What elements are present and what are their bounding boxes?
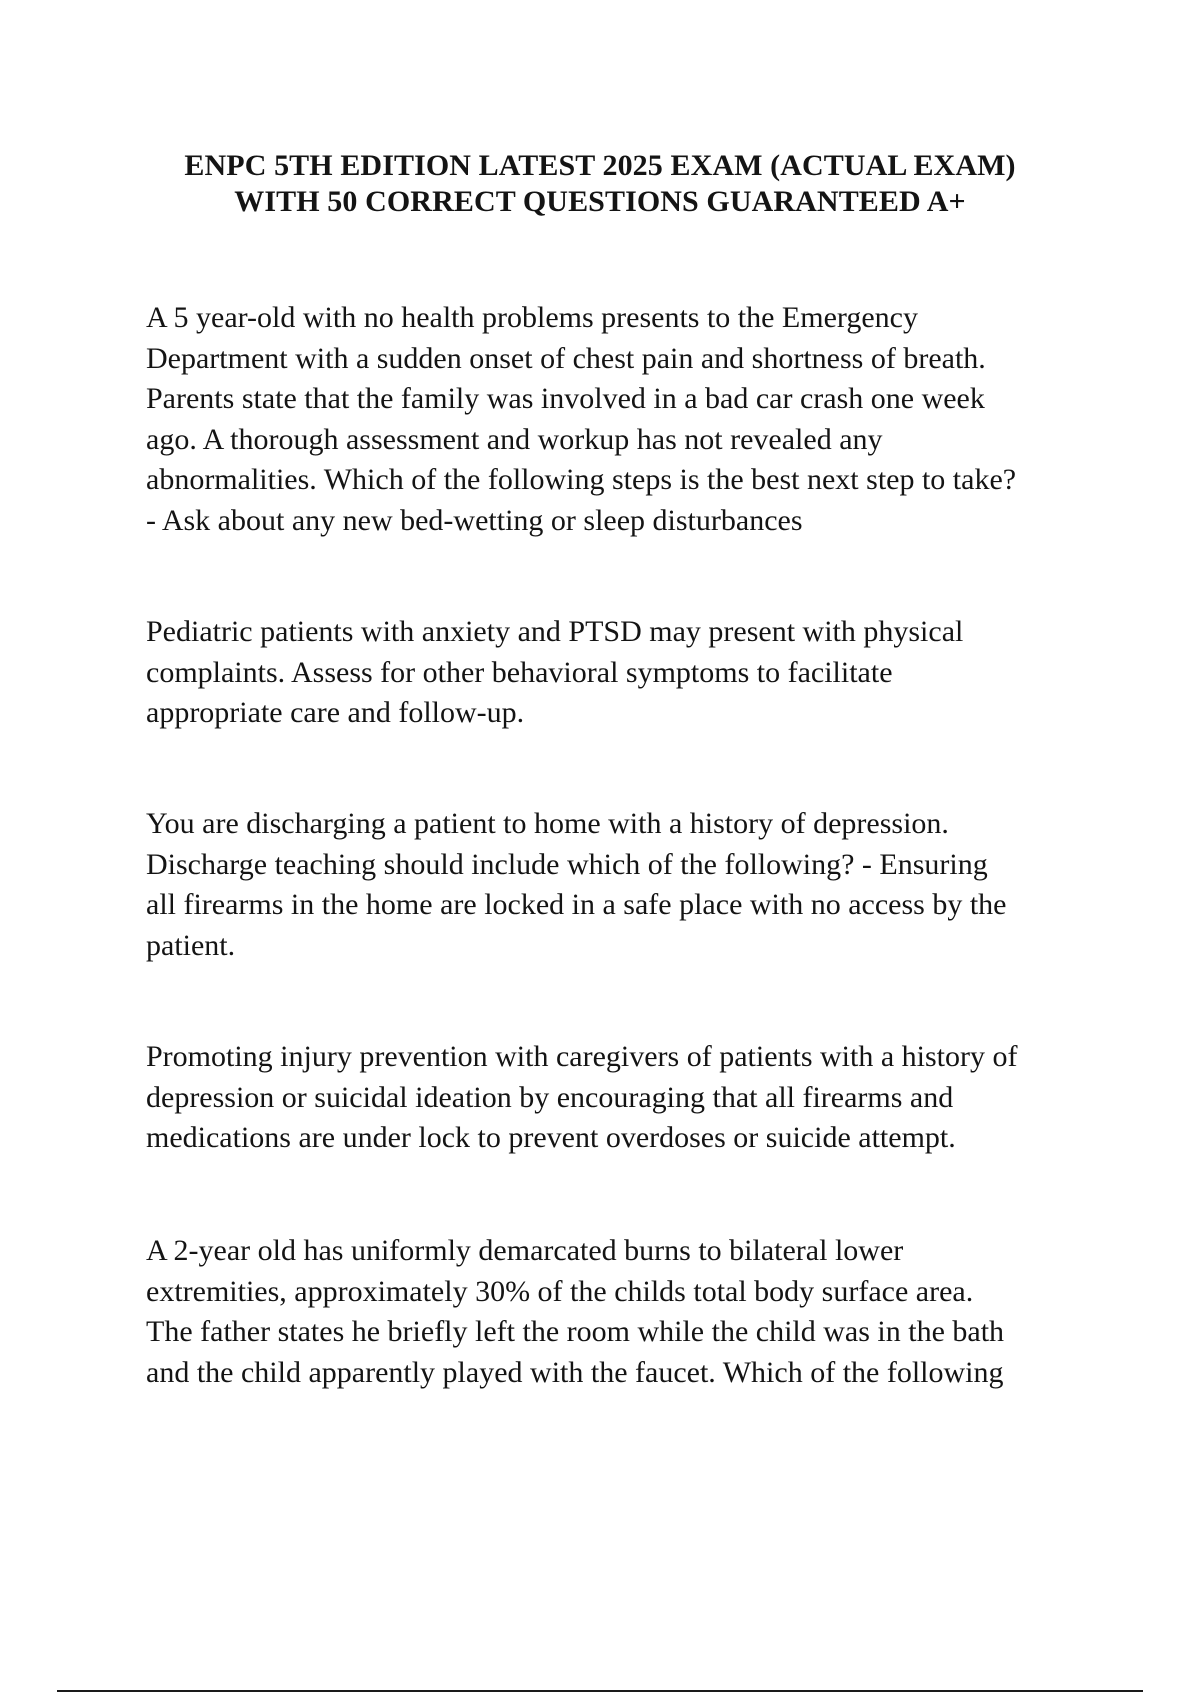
title-line: ENPC 5TH EDITION LATEST 2025 EXAM (ACTUAL EXAM) (184, 149, 1016, 182)
text-line: ago. A thorough assessment and workup has not revealed any (146, 422, 883, 456)
question-block-3 (146, 1231, 1106, 1393)
text-line: all firearms in the home are locked in a safe place with no access by the (146, 888, 1007, 921)
text-line: medications are under lock to prevent overdoses or suicide attempt. (146, 1121, 956, 1154)
text-line: complaints. Assess for other behavioral symptoms to facilitate (146, 655, 893, 689)
text-line: You are discharging a patient to home with a history of depression. (146, 807, 949, 840)
question-block-1 (146, 298, 1106, 541)
title-line: WITH 50 CORRECT QUESTIONS GUARANTEED A+ (234, 185, 966, 218)
text-line: extremities, approximately 30% of the childs total body surface area. (146, 1274, 974, 1308)
text-line: A 2-year old has uniformly demarcated burns to bilateral lower (146, 1234, 904, 1267)
text-line: A 5 year-old with no health problems presents to the Emergency (146, 301, 918, 334)
explanation-block-1 (146, 612, 1106, 734)
page-bottom-rule (57, 1690, 1143, 1692)
text-line: The father states he briefly left the room while the child was in the bath (146, 1315, 1005, 1348)
text-line: depression or suicidal ideation by encouraging that all firearms and (146, 1080, 954, 1114)
text-line: Promoting injury prevention with caregivers of patients with a history of (146, 1040, 1018, 1073)
text-line: appropriate care and follow-up. (146, 696, 525, 729)
text-line: and the child apparently played with the faucet. Which of the following (146, 1355, 1004, 1389)
question-block-2 (146, 804, 1106, 966)
text-line: - Ask about any new bed-wetting or sleep disturbances (146, 503, 803, 537)
text-line: Discharge teaching should include which of the following? - Ensuring (146, 847, 988, 881)
text-line: Parents state that the family was involved in a bad car crash one week (146, 382, 985, 415)
text-line: Department with a sudden onset of chest pain and shortness of breath. (146, 341, 986, 375)
document-title (100, 148, 1100, 220)
text-line: abnormalities. Which of the following steps is the best next step to take? (146, 463, 1017, 496)
explanation-block-2 (146, 1037, 1106, 1159)
text-line: Pediatric patients with anxiety and PTSD may present with physical (146, 615, 964, 648)
text-line: patient. (146, 928, 236, 962)
